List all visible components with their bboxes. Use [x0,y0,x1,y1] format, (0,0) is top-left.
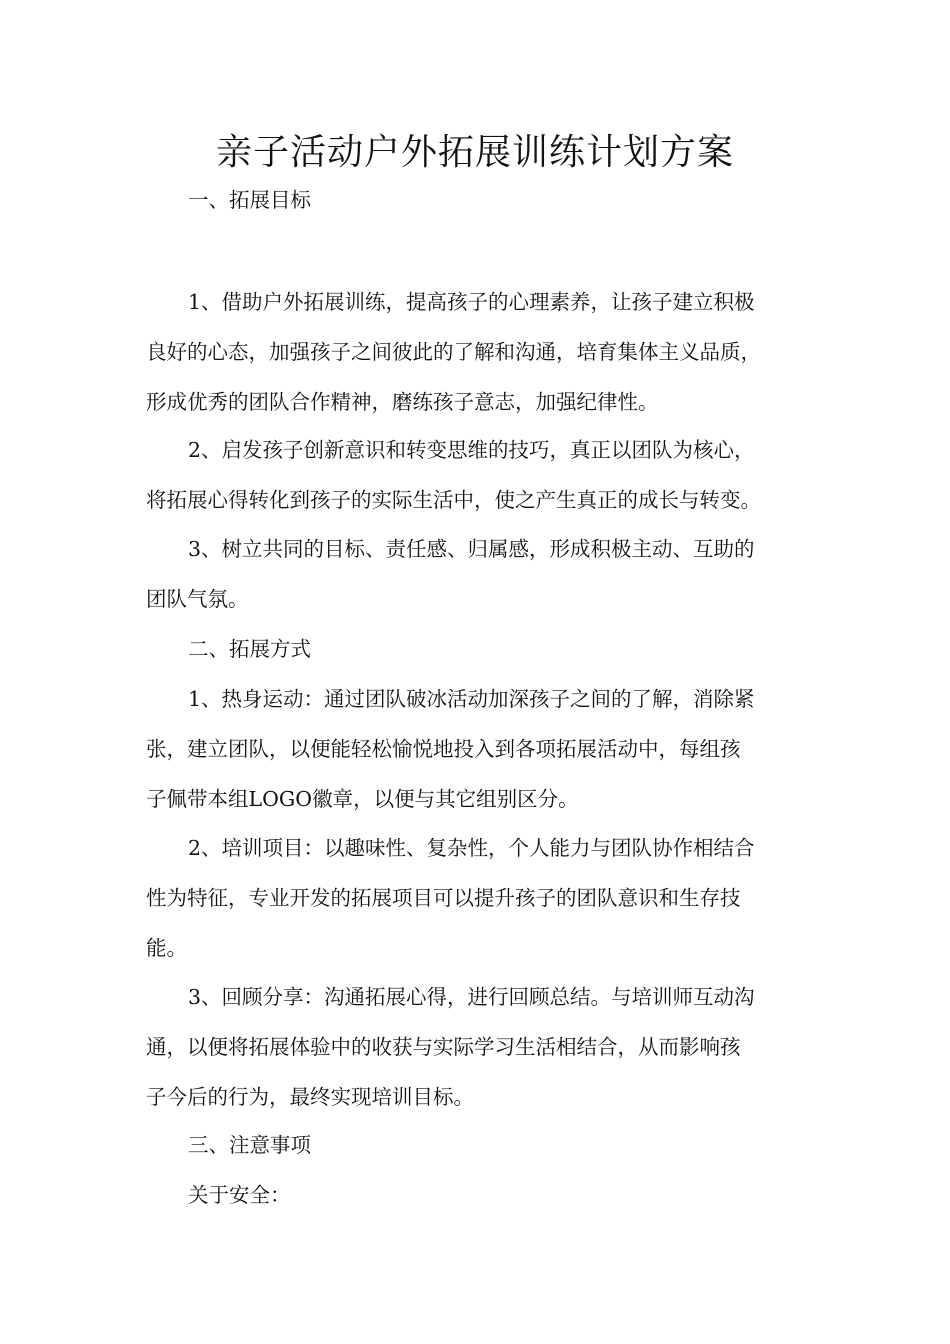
paragraph-line: 性为特征，专业开发的拓展项目可以提升孩子的团队意识和生存技 [146,886,741,910]
paragraph-method-3-cont [146,1022,811,1122]
paragraph-safety [146,1170,811,1220]
paragraph-line: 子佩带本组LOGO徽章，以便与其它组别区分。 [146,787,579,811]
paragraph-line: 张，建立团队，以便能轻松愉悦地投入到各项拓展活动中，每组孩 [146,737,741,761]
paragraph-method-2-cont [146,873,811,973]
document-title: 亲子活动户外拓展训练计划方案 [215,132,734,173]
paragraph-method-3 [146,972,811,1022]
paragraph-line: 1、热身运动：通过团队破冰活动加深孩子之间的了解，消除紧 [188,687,755,711]
section-heading-methods: 二、拓展方式 [188,637,311,661]
paragraph-line: 形成优秀的团队合作精神，磨练孩子意志，加强纪律性。 [146,390,659,414]
paragraph-method-1-cont [146,724,811,824]
paragraph-line: 关于安全： [188,1183,291,1207]
paragraph-goal-1-cont [146,327,811,427]
paragraph-line: 通，以便将拓展体验中的收获与实际学习生活相结合，从而影响孩 [146,1035,741,1059]
paragraph-goal-2-cont [146,475,811,525]
paragraph-line: 1、借助户外拓展训练，提高孩子的心理素养，让孩子建立积极 [188,290,755,314]
paragraph-line: 3、回顾分享：沟通拓展心得，进行回顾总结。与培训师互动沟 [188,985,755,1009]
paragraph-goal-3-cont [146,574,811,624]
paragraph-line: 将拓展心得转化到孩子的实际生活中，使之产生真正的成长与转变。 [146,488,761,512]
paragraph-line: 3、树立共同的目标、责任感、归属感，形成积极主动、互助的 [188,537,755,561]
paragraph-line: 团队气氛。 [146,587,249,611]
paragraph-goal-3 [146,524,811,574]
paragraph-line: 2、启发孩子创新意识和转变思维的技巧，真正以团队为核心， [188,438,755,462]
section-heading-goals: 一、拓展目标 [188,188,311,212]
paragraph-method-2 [146,823,811,873]
paragraph-line: 2、培训项目：以趣味性、复杂性，个人能力与团队协作相结合 [188,836,755,860]
paragraph-line: 能。 [146,936,187,960]
paragraph-line: 良好的心态，加强孩子之间彼此的了解和沟通，培育集体主义品质， [146,340,761,364]
paragraph-goal-2 [146,425,811,475]
paragraph-line: 子今后的行为，最终实现培训目标。 [146,1085,474,1109]
paragraph-goal-1 [146,277,811,327]
section-heading-notes: 三、注意事项 [188,1133,311,1157]
paragraph-method-1 [146,674,811,724]
